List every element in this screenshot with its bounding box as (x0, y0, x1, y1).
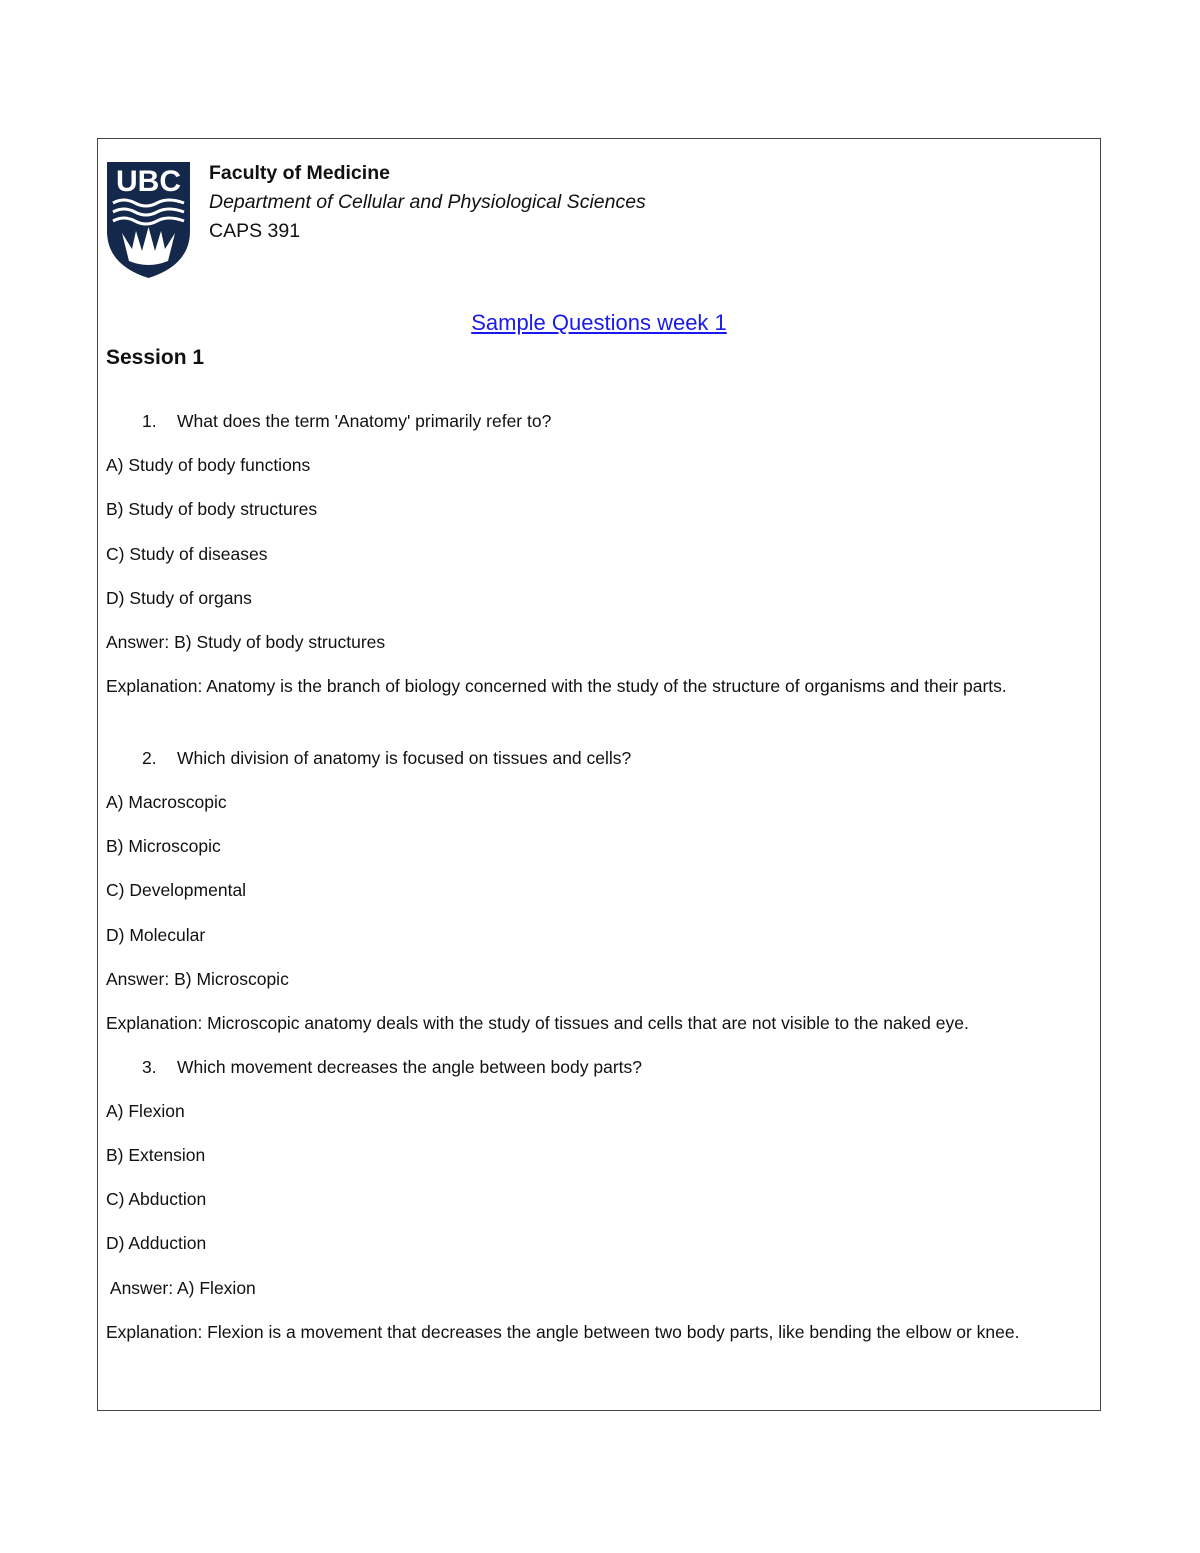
question-text: Which movement decreases the angle between body parts? (177, 1057, 642, 1077)
department-name: Department of Cellular and Physiological Sciences (209, 191, 646, 213)
option-a: A) Macroscopic (106, 792, 227, 812)
option-d: D) Study of organs (106, 588, 252, 608)
question-text: What does the term 'Anatomy' primarily refer to? (177, 411, 552, 431)
document-frame (97, 138, 1101, 1411)
page-title[interactable]: Sample Questions week 1 (471, 310, 727, 335)
logo-text: UBC (116, 165, 181, 198)
explanation: Explanation: Anatomy is the branch of biology concerned with the study of the structure of organisms and their parts. (106, 676, 1007, 696)
question-number: 1. (142, 411, 157, 431)
option-c: C) Developmental (106, 880, 247, 900)
session-heading: Session 1 (106, 346, 205, 369)
explanation: Explanation: Microscopic anatomy deals with the study of tissues and cells that are not visible to the naked eye. (106, 1013, 969, 1033)
option-b: B) Study of body structures (106, 499, 318, 519)
answer: Answer: A) Flexion (106, 1278, 256, 1298)
answer: Answer: B) Microscopic (106, 969, 289, 989)
question-text: Which division of anatomy is focused on tissues and cells? (177, 748, 632, 768)
explanation: Explanation: Flexion is a movement that decreases the angle between two body parts, like bending the elbow or knee. (106, 1322, 1020, 1342)
option-c: C) Study of diseases (106, 544, 268, 564)
option-a: A) Flexion (106, 1101, 185, 1121)
answer: Answer: B) Study of body structures (106, 632, 386, 652)
ubc-crest-logo (106, 161, 191, 279)
question-number: 3. (142, 1057, 157, 1077)
option-c: C) Abduction (106, 1189, 207, 1209)
option-b: B) Microscopic (106, 836, 221, 856)
option-a: A) Study of body functions (106, 455, 311, 475)
option-d: D) Adduction (106, 1233, 207, 1253)
course-code: CAPS 391 (209, 220, 301, 242)
question-number: 2. (142, 748, 157, 768)
faculty-name: Faculty of Medicine (209, 162, 390, 184)
option-b: B) Extension (106, 1145, 206, 1165)
option-d: D) Molecular (106, 925, 206, 945)
